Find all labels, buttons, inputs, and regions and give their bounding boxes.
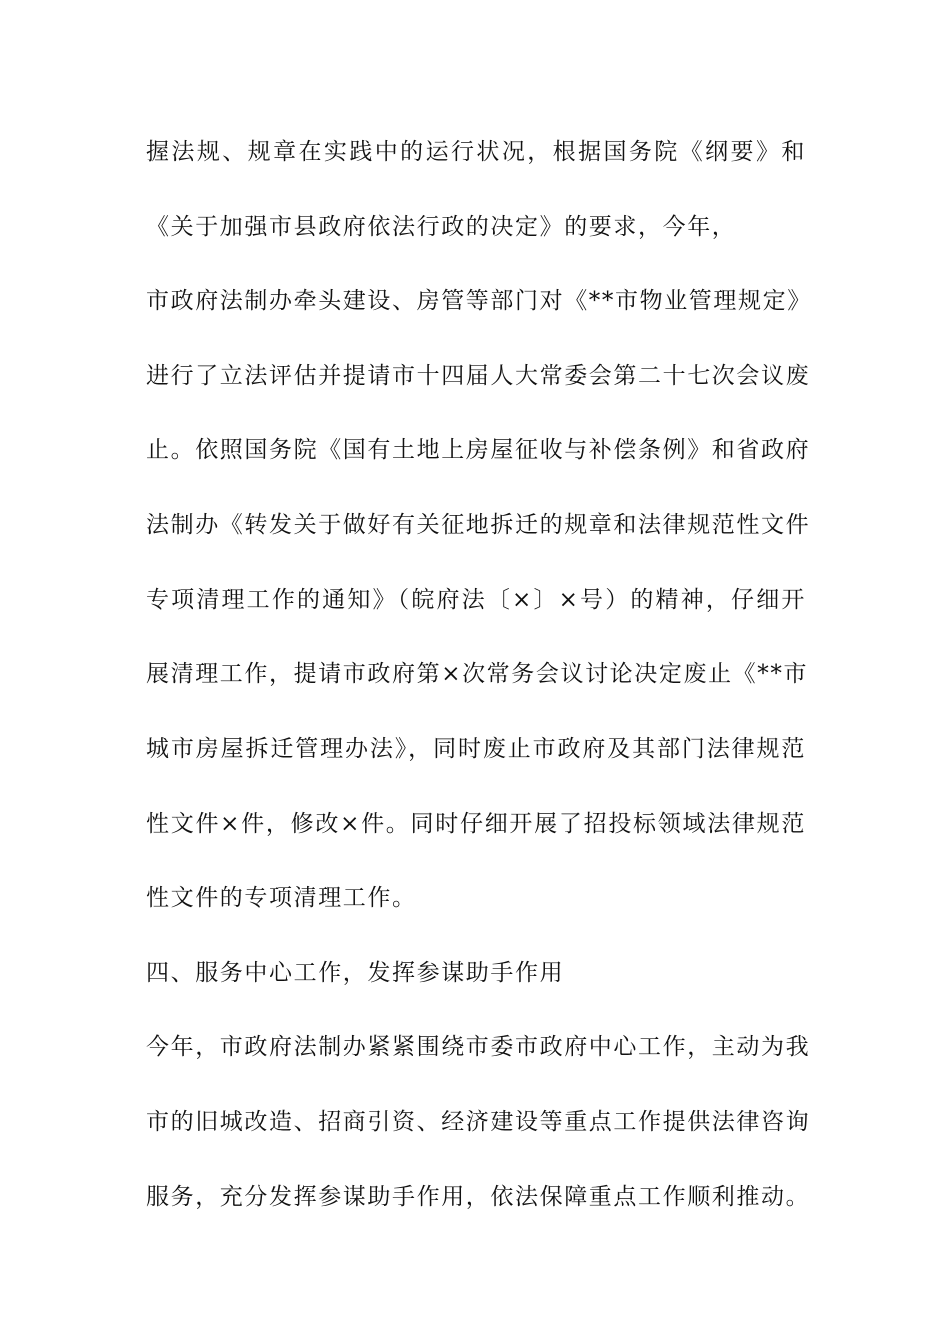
text-line: 专项清理工作的通知》（皖府法〔×〕×号）的精神，仔细开 <box>146 587 806 613</box>
text-line: 《关于加强市县政府依法行政的决定》的要求，今年， <box>146 214 737 240</box>
text-line: 性文件×件，修改×件。同时仔细开展了招投标领域法律规范 <box>146 811 806 837</box>
section-heading: 四、服务中心工作，发挥参谋助手作用 <box>146 960 565 986</box>
text-line: 止。依照国务院《国有土地上房屋征收与补偿条例》和省政府 <box>146 437 811 463</box>
text-line: 握法规、规章在实践中的运行状况，根据国务院《纲要》和 <box>146 139 806 165</box>
text-line: 性文件的专项清理工作。 <box>146 885 417 911</box>
text-line: 市政府法制办牵头建设、房管等部门对《**市物业管理规定》 <box>146 288 812 314</box>
text-line: 法制办《转发关于做好有关征地拆迁的规章和法律规范性文件 <box>146 512 811 538</box>
text-line: 城市房屋拆迁管理办法》，同时废止市政府及其部门法律规范 <box>146 736 806 762</box>
text-line: 市的旧城改造、招商引资、经济建设等重点工作提供法律咨询 <box>146 1109 811 1135</box>
text-line: 服务，充分发挥参谋助手作用，依法保障重点工作顺利推动。 <box>146 1184 811 1210</box>
text-line: 展清理工作，提请市政府第×次常务会议讨论决定废止《**市 <box>146 661 809 687</box>
text-line: 进行了立法评估并提请市十四届人大常委会第二十七次会议废 <box>146 363 811 389</box>
text-line: 今年，市政府法制办紧紧围绕市委市政府中心工作，主动为我 <box>146 1034 811 1060</box>
